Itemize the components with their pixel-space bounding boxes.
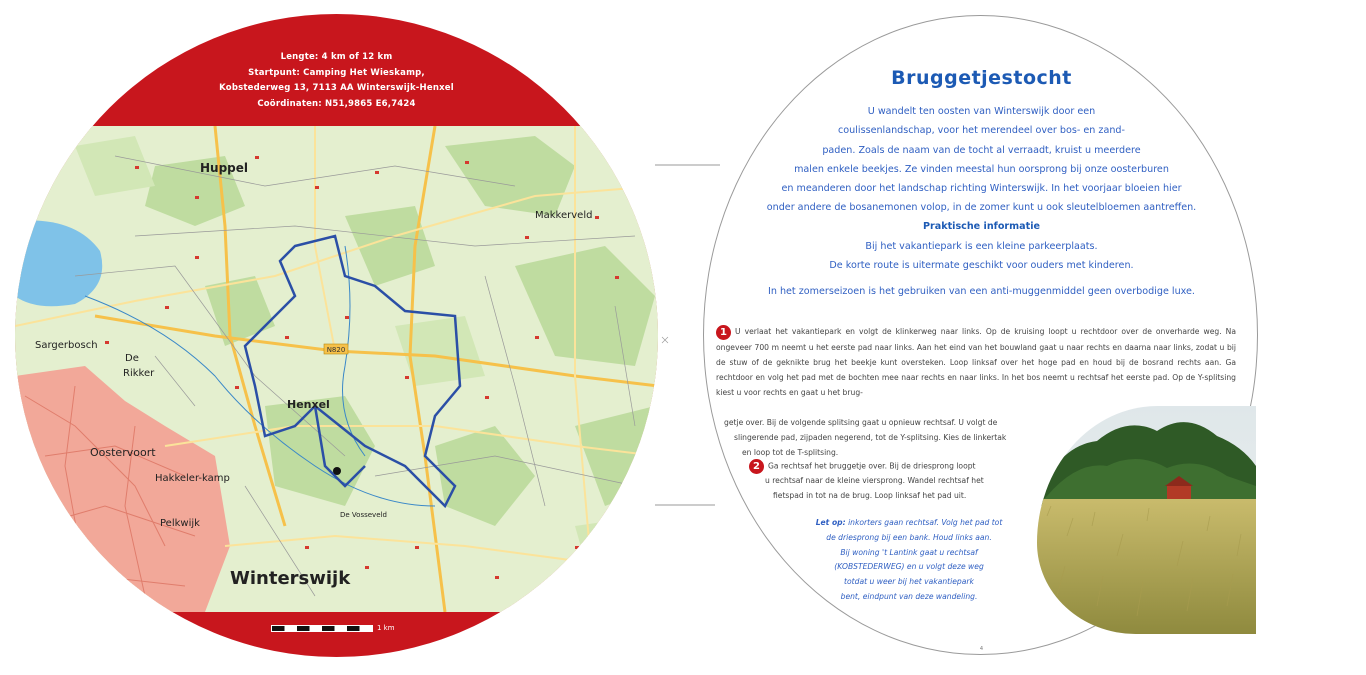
- attention-note: [774, 516, 1044, 605]
- step-1-text: U verlaat het vakantiepark en volgt de klinkerweg naar links. Op de kruising loopt u rechtdoor over de onverharde weg. Na ongeveer 700 m neemt u het eerste pad naar links. Aan het eind van het bouwland gaat u naar rechts en daarna naar links, zodat u bij de stuw of de geknikte brug het beekje kunt oversteken. Loop linksaf over het hoge pad en houd bij de bosrand rechts aan. Ga rechtdoor en volg het pad met de bochten mee naar rechts en naar links. In het bos neemt u rechtsaf het eerste pad. Op de Y-splitsing kiest u voor rechts en gaat u het brug-: [716, 327, 1236, 398]
- attention-line-4: (KOBSTEDERWEG) en u volgt deze weg: [834, 562, 984, 572]
- step-2: [749, 459, 1059, 504]
- attention-line-3: Bij woning 't Lantink gaat u rechtsaf: [840, 547, 978, 557]
- label-oostervoort: Oostervoort: [90, 446, 156, 459]
- intro-line: paden. Zoals de naam van de tocht al verraadt, kruist u meerdere: [822, 144, 1141, 156]
- step-1: [716, 324, 1236, 401]
- step-2-number: 2: [749, 459, 764, 474]
- intro-line: U wandelt ten oosten van Winterswijk door een: [867, 106, 1096, 117]
- label-de: De: [125, 353, 139, 364]
- practical-text: [784, 237, 1179, 275]
- map-info: [15, 50, 658, 112]
- step-1-cont-line: en loop tot de T-splitsing.: [742, 447, 839, 457]
- attention-label: Let op:: [815, 518, 846, 527]
- step-1-cont-line: slingerende pad, zijpaden negerend, tot de Y-splitsing. Kies de linkertak: [734, 432, 1007, 442]
- map-disc: [15, 14, 658, 657]
- step-2-line-1: Ga rechtsaf het bruggetje over. Bij de driesprong loopt: [768, 461, 976, 471]
- practical-line-1: Bij het vakantiepark is een kleine parkeerplaats.: [865, 241, 1098, 252]
- label-hakkelerkamp: Hakkeler-kamp: [155, 473, 230, 484]
- label-sargerbosch: Sargerbosch: [35, 340, 98, 351]
- practical-line-2: De korte route is uitermate geschikt voor ouders met kinderen.: [829, 260, 1134, 271]
- page-title: Bruggetjestocht: [891, 67, 1072, 89]
- step-1-number: 1: [716, 325, 731, 340]
- start-text: Startpunt: Camping Het Wieskamp,: [248, 67, 425, 78]
- label-makkerveld: Makkerveld: [535, 210, 593, 221]
- label-pelkwijk: Pelkwijk: [160, 518, 200, 529]
- attention-line-1: inkorters gaan rechtsaf. Volg het pad tot: [848, 518, 1003, 527]
- connector-lines: [600, 150, 720, 530]
- intro-line: malen enkele beekjes. Ze vinden meestal hun oorsprong bij onze oosterburen: [794, 163, 1169, 175]
- intro-line: onder andere de bosanemonen volop, in de zomer kunt u ook sleutelbloemen aantreffen.: [766, 202, 1197, 214]
- topographic-map[interactable]: [15, 126, 658, 612]
- label-huppel: Huppel: [200, 161, 249, 175]
- intro-line: en meanderen door het landschap richting Winterswijk. In het voorjaar bloeien hier: [781, 183, 1182, 195]
- route-shield-label: N820: [326, 346, 346, 354]
- label-rikker: Rikker: [123, 368, 155, 379]
- practical-heading: Praktische informatie: [922, 221, 1041, 232]
- attention-line-5: totdat u weer bij het vakantiepark: [844, 577, 974, 587]
- address-text: Kobstederweg 13, 7113 AA Winterswijk-Henxel: [219, 83, 454, 93]
- label-henxel: Henxel: [287, 398, 330, 411]
- intro-text: [764, 102, 1199, 218]
- scale-label: 1 km: [377, 624, 395, 632]
- page-number: 4: [979, 646, 984, 652]
- coordinates-text: Coördinaten: N51,9865 E6,7424: [257, 98, 416, 109]
- mosquito-note: In het zomerseizoen is het gebruiken van een anti-muggenmiddel geen overbodige luxe.: [767, 286, 1195, 297]
- attention-line-6: bent, eindpunt van deze wandeling.: [840, 591, 978, 601]
- length-text: Lengte: 4 km of 12 km: [280, 52, 393, 62]
- step-2-line-3: fietspad in tot na de brug. Loop linksaf het pad uit.: [773, 491, 967, 501]
- intro-line: coulissenlandschap, voor het merendeel over bos- en zand-: [838, 125, 1125, 137]
- scale-bar: [271, 624, 395, 632]
- label-vosseveld: Vosseveld: [525, 601, 585, 612]
- label-winterswijk: Winterswijk: [230, 568, 351, 589]
- attention-line-2: de driesprong bij een bank. Houd links aan.: [826, 532, 992, 542]
- map-graphic: [15, 126, 658, 612]
- label-de-vosseveld: De Vosseveld: [340, 511, 387, 519]
- start-marker: [333, 467, 341, 475]
- step-1-cont-line: getje over. Bij de volgende splitsing gaat u opnieuw rechtsaf. U volgt de: [724, 418, 998, 427]
- step-1-continued: [724, 416, 1054, 460]
- scale-bar-graphic: [271, 625, 373, 632]
- step-2-line-2: u rechtsaf naar de kleine viersprong. Wandel rechtsaf het: [765, 476, 984, 486]
